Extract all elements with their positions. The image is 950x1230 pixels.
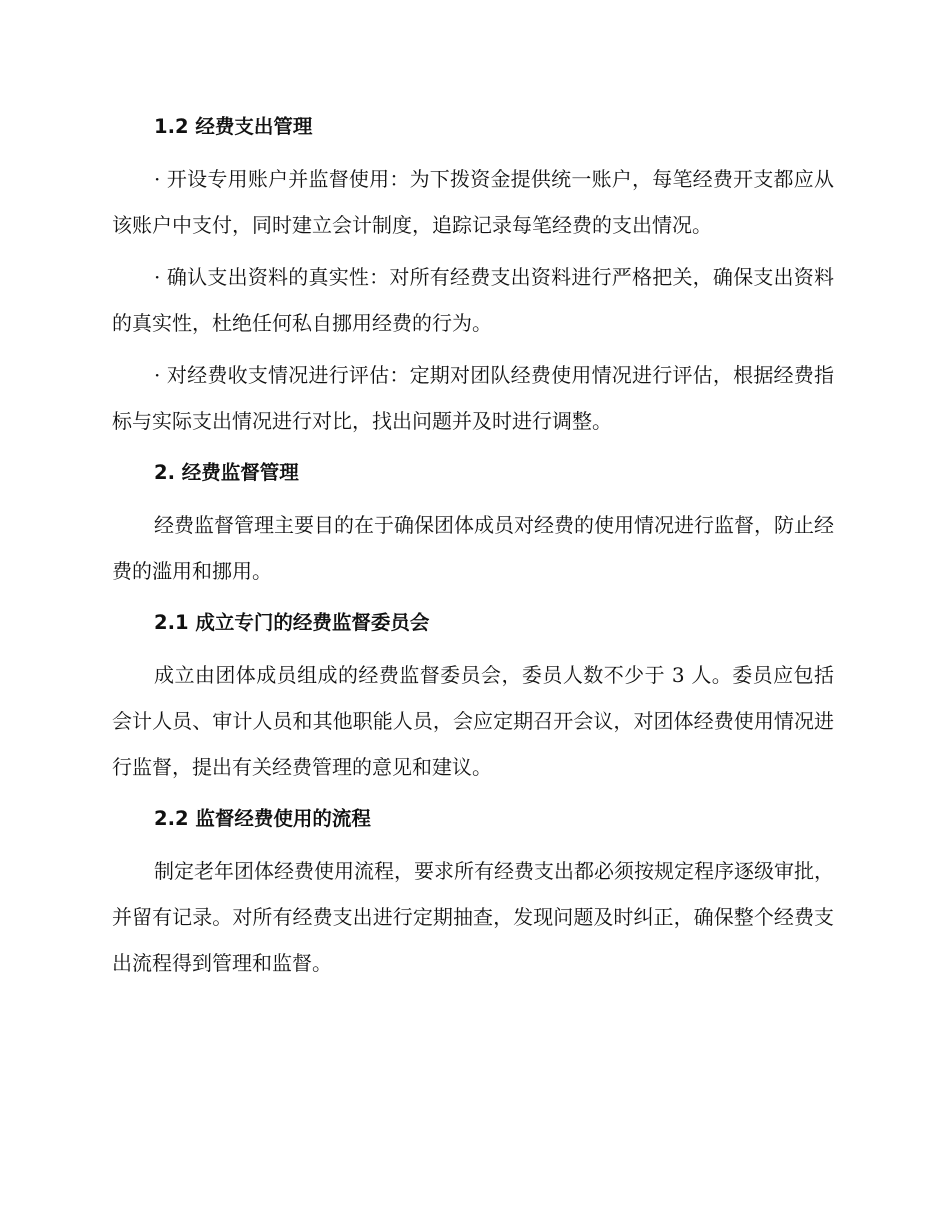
section-heading-2-2: 2.2 监督经费使用的流程: [154, 807, 371, 830]
section-heading-2-1: 2.1 成立专门的经费监督委员会: [154, 611, 430, 634]
section-heading-1-2: 1.2 经费支出管理: [154, 115, 313, 138]
paragraph-supervision-process: 制定老年团体经费使用流程，要求所有经费支出都必须按规定程序逐级审批，并留有记录。对所有经费支出进行定期抽查，发现问题及时纠正，确保整个经费支出流程得到管理和监督。: [112, 859, 834, 975]
section-heading-2: 2. 经费监督管理: [154, 461, 299, 484]
paragraph-supervision-purpose: 经费监督管理主要目的在于确保团体成员对经费的使用情况进行监督，防止经费的滥用和挪用。: [112, 513, 834, 583]
paragraph-verify-authenticity: · 确认支出资料的真实性：对所有经费支出资料进行严格把关，确保支出资料的真实性，杜绝任何私自挪用经费的行为。: [112, 265, 834, 335]
paragraph-dedicated-account: · 开设专用账户并监督使用：为下拨资金提供统一账户，每笔经费开支都应从该账户中支付，同时建立会计制度，追踪记录每笔经费的支出情况。: [112, 167, 834, 237]
paragraph-supervision-committee: 成立由团体成员组成的经费监督委员会，委员人数不少于 3 人。委员应包括会计人员、审计人员和其他职能人员，会应定期召开会议，对团体经费使用情况进行监督，提出有关经费管理的意见和建议。: [112, 663, 834, 779]
document-body: [112, 104, 834, 992]
paragraph-evaluate-income-expense: · 对经费收支情况进行评估：定期对团队经费使用情况进行评估，根据经费指标与实际支出情况进行对比，找出问题并及时进行调整。: [112, 363, 834, 433]
